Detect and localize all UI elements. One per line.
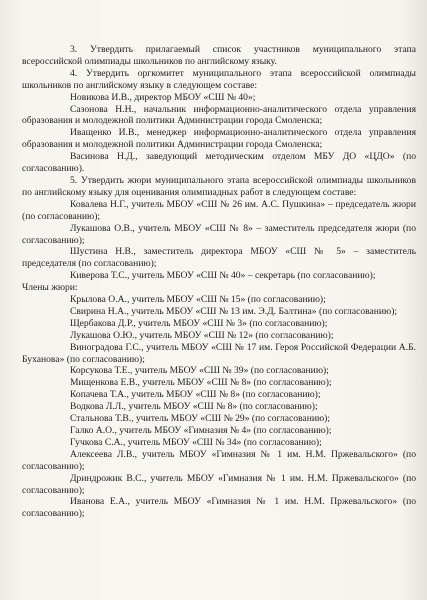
jury-member: Мищенкова Е.В., учитель МБОУ «СШ № 8» (по согласованию); <box>70 377 332 389</box>
jury-member: Галко А.О., учитель МБОУ «Гимназия № 4» (по согласованию); <box>70 425 332 436</box>
jury-member: Стальнова Т.В., учитель МБОУ «СШ № 29» (по согласованию); <box>70 413 330 425</box>
orgcommittee-member: Васинова Н.Д., заведующий методическим отделом МБУ ДО «ЦДО» (по согласованию). <box>22 151 416 175</box>
orgcommittee-member: Сазонова Н.Н., начальник информационно-аналитического отдела управления образования и молодежной политики Администрации города Смоленска; <box>22 103 416 127</box>
orgcommittee-member: Новикова И.В., директор МБОУ «СШ № 40»; <box>70 91 256 103</box>
jury-member: Гучкова С.А., учитель МБОУ «СШ № 34» (по согласованию); <box>70 436 322 448</box>
jury-member: Шустина Н.В., заместитель директора МБОУ «СШ № 5» – заместитель председателя (по согласованию); <box>22 246 416 270</box>
jury-member: Свирина Н.А., учитель МБОУ «СШ № 13 им. Э.Д. Балтина» (по согласованию); <box>70 305 398 317</box>
jury-member: Корсукова Т.Е., учитель МБОУ «СШ № 39» (по согласованию); <box>70 365 329 377</box>
paragraph-item-3: 3. Утвердить прилагаемый список участников муниципального этапа всероссийской олимпиады школьников по английскому языку. <box>22 44 416 67</box>
jury-member: Дриндрожик В.С., учитель МБОУ «Гимназия № 1 им. Н.М. Пржевальского» (по согласованию); <box>22 472 416 496</box>
jury-member: Алексеева Л.В., учитель МБОУ «Гимназия № 1 им. Н.М. Пржевальского» (по согласованию); <box>22 448 416 472</box>
paragraph-item-4: 4. Утвердить оргкомитет муниципального этапа всероссийской олимпиады школьников по английскому языку в следующем составе: <box>22 67 416 91</box>
jury-member: Водкова Л.Л., учитель МБОУ «СШ № 8» (по согласованию); <box>70 401 318 413</box>
jury-members-heading: Члены жюри: <box>22 282 78 294</box>
jury-member: Ковалева Н.Г., учитель МБОУ «СШ № 26 им. А.С. Пушкина» – председатель жюри (по согласованию); <box>22 198 416 222</box>
jury-member: Крылова О.А., учитель МБОУ «СШ № 15» (по согласованию); <box>70 294 326 306</box>
orgcommittee-member: Иващенко И.В., менеджер информационно-аналитического отдела управления образования и молодежной политики Администрации города Смоленска; <box>22 127 416 151</box>
jury-member: Киверова Т.С., учитель МБОУ «СШ № 40» – секретарь (по согласованию); <box>70 270 376 282</box>
document-body <box>22 44 416 520</box>
jury-member: Копачева Т.А., учитель МБОУ «СШ № 8» (по согласованию); <box>70 389 321 401</box>
jury-member: Щербакова Д.Р., учитель МБОУ «СШ № 3» (по согласованию); <box>70 317 328 329</box>
jury-member: Виноградова Г.С., учитель МБОУ «СШ № 17 им. Героя Российской Федерации А.Б. Буханова» (по согласованию); <box>22 341 416 365</box>
jury-member: Иванова Е.А., учитель МБОУ «Гимназия № 1 им. Н.М. Пржевальского» (по согласованию); <box>22 496 416 520</box>
paragraph-item-5: 5. Утвердить жюри муниципального этапа всероссийской олимпиады школьников по английскому языку для оценивания олимпиадных работ в следующем составе: <box>22 174 416 198</box>
jury-member: Лукашова О.В., учитель МБОУ «СШ № 8» – заместитель председателя жюри (по согласованию); <box>22 222 416 246</box>
jury-member: Лукашова О.Ю., учитель МБОУ «СШ № 12» (по согласованию); <box>70 329 334 341</box>
